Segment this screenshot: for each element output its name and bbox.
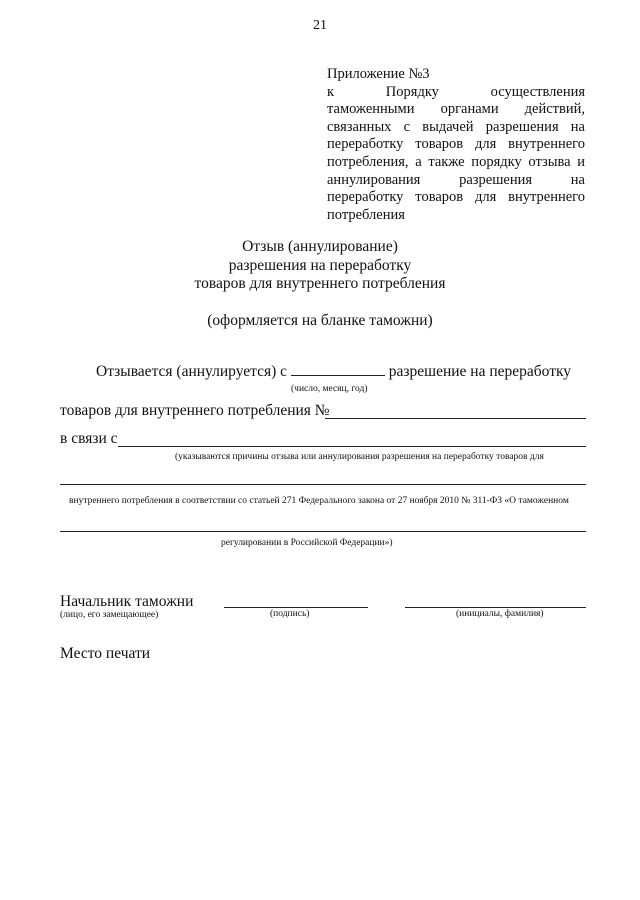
stamp-label: Место печати bbox=[60, 645, 151, 662]
revoke-row bbox=[96, 361, 571, 381]
signature-field[interactable] bbox=[224, 607, 368, 608]
name-field[interactable] bbox=[405, 607, 586, 608]
appendix-line: связанных с выдачей разрешения на bbox=[327, 118, 585, 135]
appendix-heading: Приложение №3 bbox=[327, 66, 430, 82]
name-hint: (инициалы, фамилия) bbox=[456, 609, 544, 619]
page-number: 21 bbox=[313, 18, 327, 33]
reason-field[interactable] bbox=[118, 446, 586, 447]
appendix-line: аннулирования разрешения на bbox=[327, 171, 585, 188]
document-title bbox=[0, 238, 640, 294]
form-note: (оформляется на бланке таможни) bbox=[207, 312, 433, 329]
reason-field-line-2[interactable] bbox=[60, 484, 586, 485]
reason-hint: регулировании в Российской Федерации») bbox=[221, 538, 393, 548]
permit-number-field[interactable] bbox=[325, 418, 586, 419]
appendix-line: переработку товаров для внутреннего bbox=[327, 136, 585, 153]
appendix-line: к Порядку осуществления bbox=[327, 83, 586, 100]
chief-label: Начальник таможни bbox=[60, 593, 194, 610]
title-line: товаров для внутреннего потребления bbox=[194, 275, 446, 292]
revoke-prefix: Отзывается (аннулируется) с bbox=[96, 363, 288, 380]
reason-hint: внутреннего потребления в соответствии со статьей 271 Федерального закона от 27 ноября 2010 № 311-ФЗ «О таможенном bbox=[69, 496, 569, 506]
revoke-suffix: разрешение на переработку bbox=[388, 363, 572, 380]
appendix-line: таможенными органами действий, bbox=[327, 101, 585, 118]
appendix-header bbox=[327, 66, 585, 224]
goods-label: товаров для внутреннего потребления № bbox=[60, 402, 330, 419]
reason-field-line-3[interactable] bbox=[60, 531, 586, 532]
signature-hint: (подпись) bbox=[270, 609, 310, 619]
date-hint: (число, месяц, год) bbox=[291, 384, 368, 394]
chief-hint: (лицо, его замещающее) bbox=[60, 610, 159, 620]
reason-label: в связи с bbox=[60, 430, 118, 447]
reason-hint: (указываются причины отзыва или аннулирования разрешения на переработку товаров для bbox=[175, 452, 544, 462]
appendix-line: потребления bbox=[327, 206, 405, 223]
appendix-line: потребления, а также порядку отзыва и bbox=[327, 153, 585, 170]
title-line: разрешения на переработку bbox=[228, 256, 412, 274]
title-line: Отзыв (аннулирование) bbox=[242, 238, 398, 255]
date-field[interactable] bbox=[291, 361, 385, 376]
appendix-line: переработку товаров для внутреннего bbox=[327, 189, 585, 206]
